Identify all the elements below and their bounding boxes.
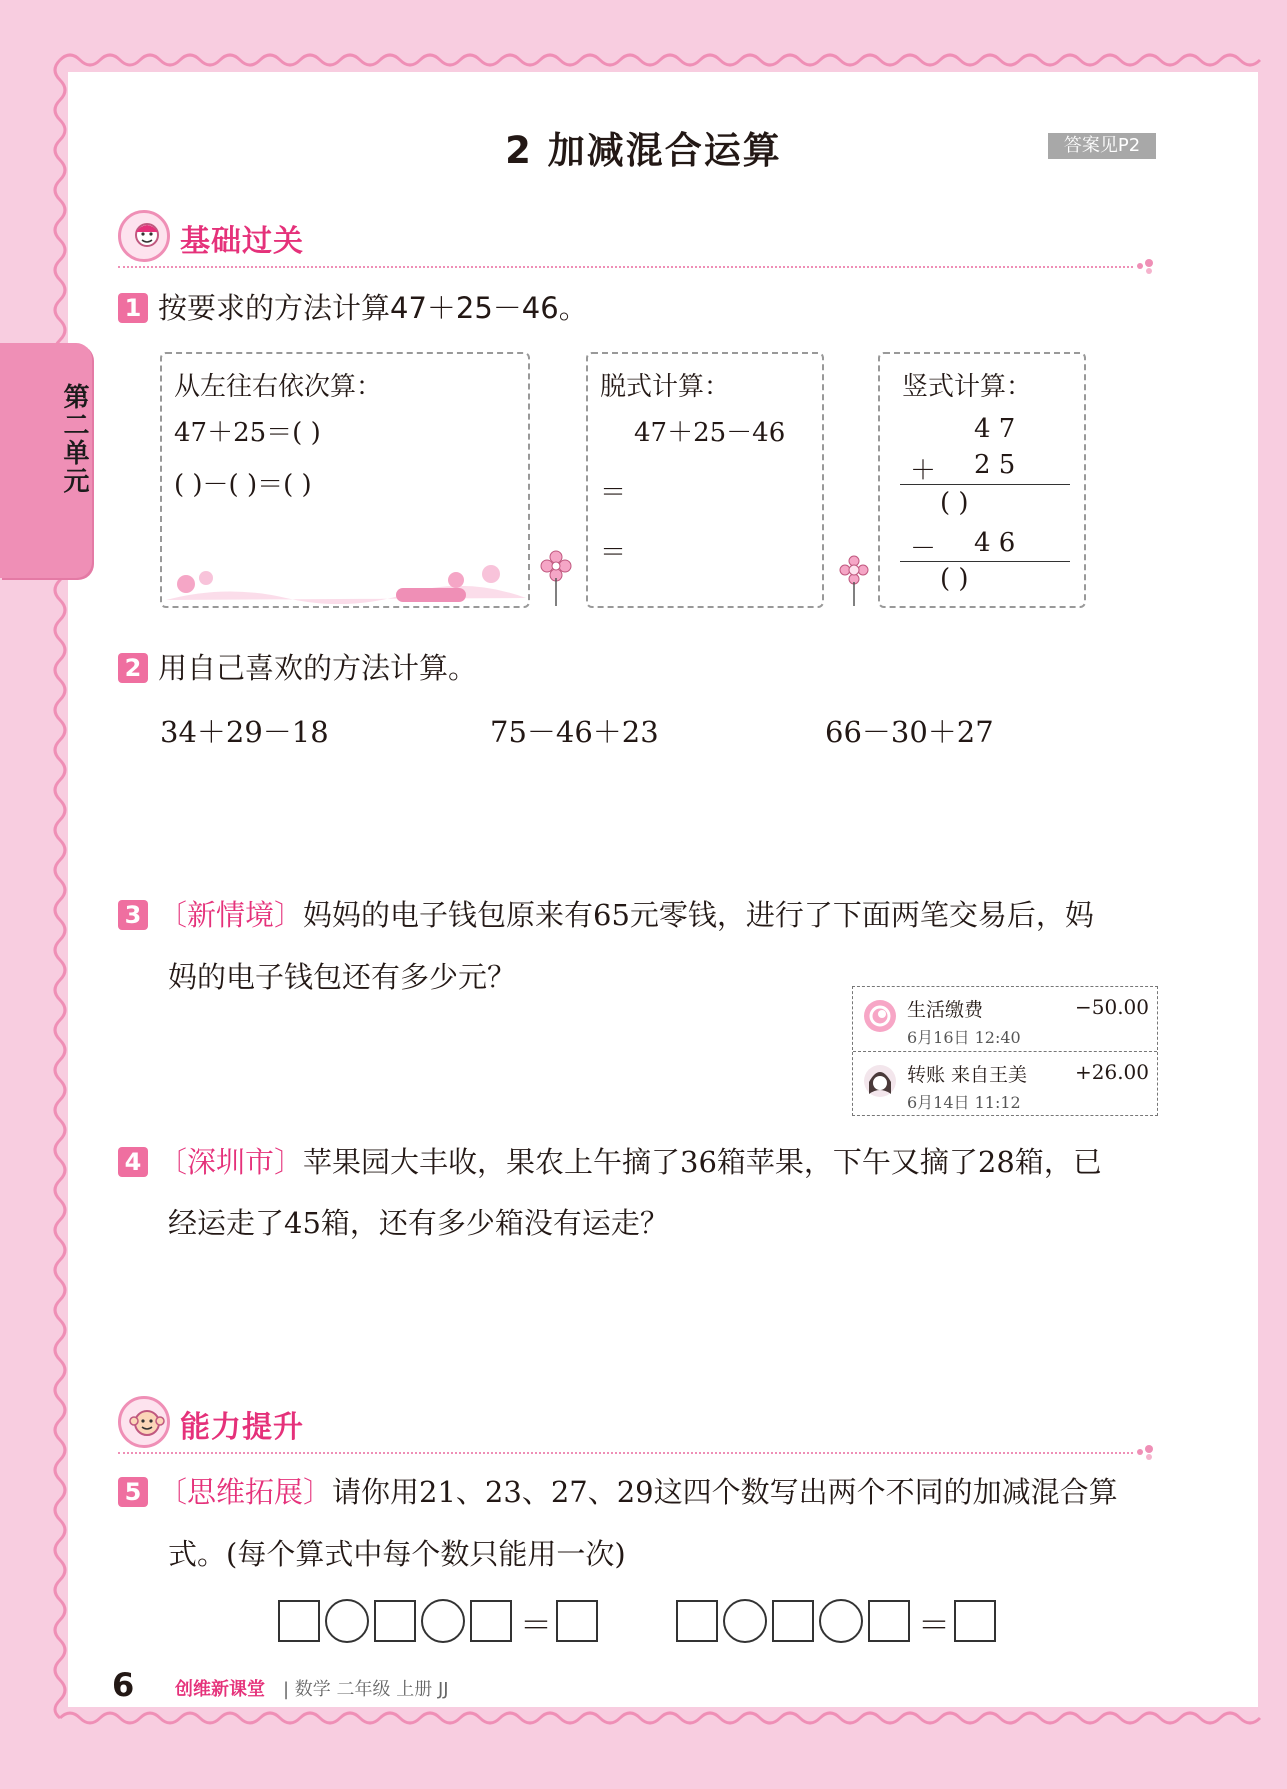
- dotted-rule: [118, 266, 1133, 268]
- question-text-line1: 请你用21、23、27、29这四个数写出两个不同的加减混合算: [332, 1475, 1118, 1509]
- plus-operator: ＋: [910, 456, 937, 486]
- number-box[interactable]: [374, 1600, 416, 1642]
- question-text-line1: 妈妈的电子钱包原来有65元零钱，进行了下面两笔交易后，妈: [303, 898, 1094, 932]
- sunflower-icon: [828, 552, 878, 608]
- result-box[interactable]: [556, 1600, 598, 1642]
- box-heading: 脱式计算：: [600, 372, 731, 402]
- question-text: 用自己喜欢的方法计算。: [158, 651, 478, 685]
- number-box[interactable]: [676, 1600, 718, 1642]
- expression-3: 66－30＋27: [825, 715, 994, 749]
- vertical-line: [900, 484, 1070, 485]
- question-number: 2: [118, 653, 148, 683]
- question-text-line2: 妈的电子钱包还有多少元？: [168, 960, 517, 994]
- vertical-line: [900, 561, 1070, 562]
- dotted-rule: [118, 1452, 1133, 1454]
- monkey-avatar-icon: [118, 1396, 170, 1448]
- transaction-date: 6月16日 12:40: [907, 1028, 1021, 1047]
- question-number: 1: [118, 293, 148, 323]
- payment-icon: [863, 999, 897, 1033]
- equals-sign: ＝: [600, 478, 627, 508]
- page-number: 6: [112, 1666, 135, 1704]
- flower-border-decoration: [166, 554, 526, 604]
- vertical-row: 4 6: [974, 528, 1016, 558]
- question-text: 按要求的方法计算47＋25－46。: [158, 291, 588, 325]
- footer-brand: 创维新课堂: [175, 1679, 265, 1700]
- user-avatar-icon: [863, 1064, 897, 1098]
- operator-circle[interactable]: [421, 1599, 465, 1643]
- section-header-basic: [118, 210, 1158, 270]
- box-expression: 47＋25－46: [634, 418, 786, 448]
- transaction-list: [852, 986, 1158, 1116]
- question-2: [118, 648, 477, 688]
- transaction-amount: −50.00: [1074, 995, 1149, 1019]
- question-tag: 〔新情境〕: [158, 898, 304, 932]
- flower-icon: [530, 548, 584, 608]
- question-text-line2: 经运走了45箱，还有多少箱没有运走？: [168, 1206, 669, 1240]
- question-tag: 〔深圳市〕: [158, 1145, 304, 1179]
- transaction-row: [853, 1051, 1157, 1116]
- expression-2: 75－46＋23: [490, 715, 659, 749]
- equals-sign: ＝: [520, 1606, 553, 1644]
- question-number: 4: [118, 1147, 148, 1177]
- question-number: 5: [118, 1477, 148, 1507]
- number-box[interactable]: [470, 1600, 512, 1642]
- unit-tab-label: 第二单元: [59, 383, 89, 495]
- transaction-name: 生活缴费: [907, 999, 984, 1021]
- equals-sign: ＝: [600, 538, 627, 568]
- transaction-row: [853, 987, 1157, 1051]
- operator-circle[interactable]: [723, 1599, 767, 1643]
- box-line: ( )－( )＝( ): [174, 470, 312, 500]
- vertical-row: 4 7: [974, 414, 1016, 444]
- transaction-name: 转账 来自王美: [907, 1064, 1028, 1086]
- calc-box-left-to-right: [160, 352, 530, 608]
- section-title: 基础过关: [180, 224, 304, 259]
- section-header-advanced: [118, 1396, 1158, 1456]
- box-heading: 从左往右依次算：: [174, 372, 383, 402]
- section-title: 能力提升: [180, 1410, 304, 1445]
- question-3: [118, 895, 1094, 935]
- footer-book-info: | 数学 二年级 上册 JJ: [283, 1679, 449, 1700]
- vertical-blank: ( ): [940, 488, 969, 518]
- number-box[interactable]: [772, 1600, 814, 1642]
- minus-operator: －: [910, 534, 937, 564]
- box-heading: 竖式计算：: [902, 372, 1033, 402]
- question-4: [118, 1142, 1102, 1182]
- dots-decoration-icon: [1136, 258, 1158, 274]
- number-box[interactable]: [868, 1600, 910, 1642]
- question-text-line1: 苹果园大丰收，果农上午摘了36箱苹果，下午又摘了28箱，已: [303, 1145, 1102, 1179]
- question-1: [118, 288, 588, 328]
- number-box[interactable]: [278, 1600, 320, 1642]
- answer-reference-badge: 答案见P2: [1048, 133, 1156, 159]
- box-line: 47＋25＝( ): [174, 418, 321, 448]
- girl-avatar-icon: [118, 210, 170, 262]
- operator-circle[interactable]: [325, 1599, 369, 1643]
- question-text-line2: 式。(每个算式中每个数只能用一次): [168, 1537, 626, 1571]
- transaction-amount: +26.00: [1074, 1060, 1149, 1084]
- vertical-blank: ( ): [940, 564, 969, 594]
- question-number: 3: [118, 900, 148, 930]
- unit-side-tab[interactable]: [0, 343, 92, 578]
- expression-1: 34＋29－18: [160, 715, 329, 749]
- vertical-row: 2 5: [974, 450, 1016, 480]
- transaction-date: 6月14日 11:12: [907, 1093, 1021, 1112]
- operator-circle[interactable]: [819, 1599, 863, 1643]
- calc-box-vertical: [878, 352, 1086, 608]
- equals-sign: ＝: [918, 1606, 951, 1644]
- lesson-title: 2 加减混合运算: [505, 129, 782, 172]
- question-5: [118, 1472, 1118, 1512]
- result-box[interactable]: [954, 1600, 996, 1642]
- calc-box-step-by-step: [586, 352, 824, 608]
- question-tag: 〔思维拓展〕: [158, 1475, 333, 1509]
- dots-decoration-icon: [1136, 1444, 1158, 1460]
